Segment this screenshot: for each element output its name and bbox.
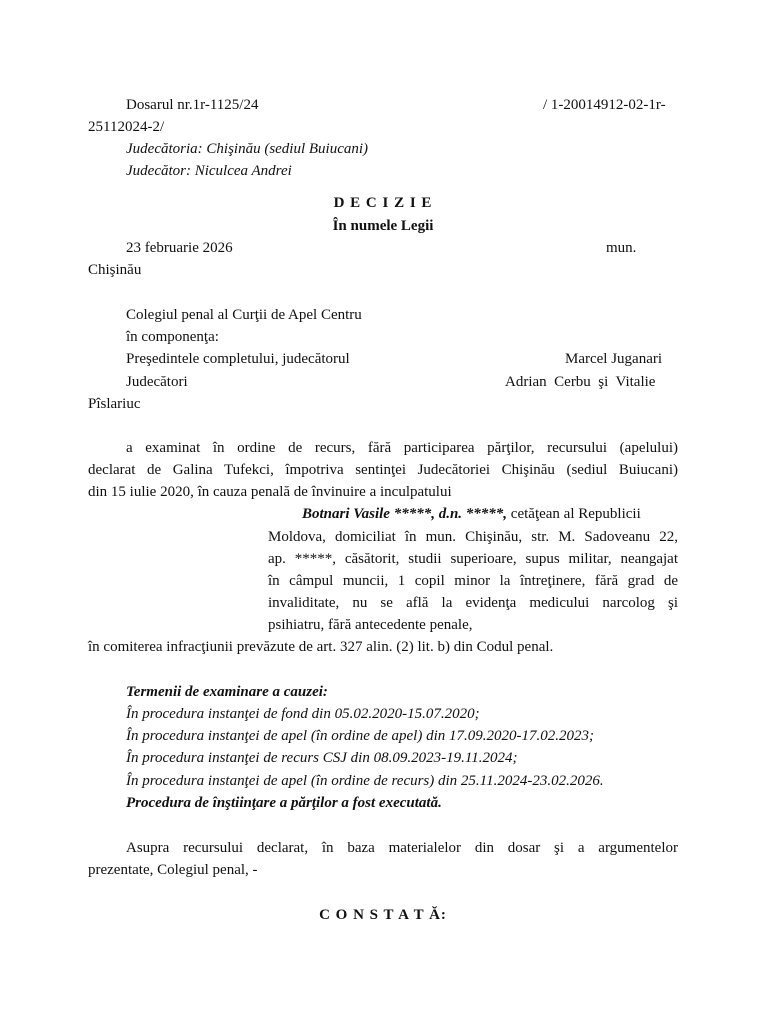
intro-line-2: declarat de Galina Tufekci, împotriva sentinţei Judecătoriei Chişinău (sediul Buiucani) <box>88 462 678 478</box>
conclusion-line-1: Asupra recursului declarat, în baza materialelor din dosar şi a argumentelor <box>126 840 678 856</box>
decision-place-part1: mun. <box>606 240 637 256</box>
decision-place-part2: Chişinău <box>88 262 142 278</box>
term-appeal-recourse: În procedura instanţei de apel (în ordine de recurs) din 25.11.2024-23.02.2026. <box>126 773 604 789</box>
accused-line-3: ap. *****, căsătorit, studii superioare, supus militar, neangajat <box>268 551 678 567</box>
charge-line: în comiterea infracţiunii prevăzute de art. 327 alin. (2) lit. b) din Codul penal. <box>88 639 554 655</box>
panel-president-name: Marcel Juganari <box>565 351 663 367</box>
intro-line-1: a examinat în ordine de recurs, fără participarea părţilor, recursului (apelului) <box>126 440 678 456</box>
terms-title: Termenii de examinare a cauzei: <box>126 684 328 700</box>
panel-president-label: Preşedintele completului, judecătorul <box>126 351 350 367</box>
case-number: Dosarul nr.1r-1125/24 <box>126 97 259 113</box>
term-first-instance: În procedura instanţei de fond din 05.02.2020-15.07.2020; <box>126 706 480 722</box>
accused-line-5: invaliditate, nu se află la evidenţa medicului narcolog şi <box>268 595 678 611</box>
term-appeal: În procedura instanţei de apel (în ordine de apel) din 17.09.2020-17.02.2023; <box>126 728 594 744</box>
decision-date: 23 februarie 2026 <box>126 240 233 256</box>
panel-court: Colegiul penal al Curţii de Apel Centru <box>126 307 362 323</box>
case-code-part1: / 1-20014912-02-1r- <box>543 97 666 113</box>
panel-composition: în componenţa: <box>126 329 219 345</box>
term-recourse-csj: În procedura instanţei de recurs CSJ din 08.09.2023-19.11.2024; <box>126 750 518 766</box>
panel-judges-label: Judecători <box>126 374 188 390</box>
document-title: D E C I Z I E <box>333 195 433 211</box>
document-subtitle: În numele Legii <box>332 218 434 234</box>
accused-line-2: Moldova, domiciliat în mun. Chişinău, str. M. Sadoveanu 22, <box>268 529 678 545</box>
accused-line-6: psihiatru, fără antecedente penale, <box>268 617 473 633</box>
case-code-part2: 25112024-2/ <box>88 119 165 135</box>
panel-judges-names: Adrian Cerbu şi Vitalie <box>505 374 656 390</box>
origin-judge: Judecător: Niculcea Andrei <box>126 163 292 179</box>
court-of-origin: Judecătoria: Chişinău (sediul Buiucani) <box>126 141 369 157</box>
accused-citizenship: cetăţean al Republicii <box>510 506 641 522</box>
panel-judges-names-cont: Pîslariuc <box>88 396 141 412</box>
conclusion-line-2: prezentate, Colegiul penal, - <box>88 862 258 878</box>
intro-line-3: din 15 iulie 2020, în cauza penală de învinuire a inculpatului <box>88 484 452 500</box>
accused-line-4: în câmpul muncii, 1 copil minor la întreţinere, fără grad de <box>268 573 678 589</box>
notification-note: Procedura de înştiinţare a părţilor a fost executată. <box>126 795 442 811</box>
constata-heading: C O N S T A T Ă: <box>319 907 447 923</box>
accused-line-1 <box>302 503 641 526</box>
accused-name: Botnari Vasile *****, d.n. *****, <box>302 506 508 522</box>
